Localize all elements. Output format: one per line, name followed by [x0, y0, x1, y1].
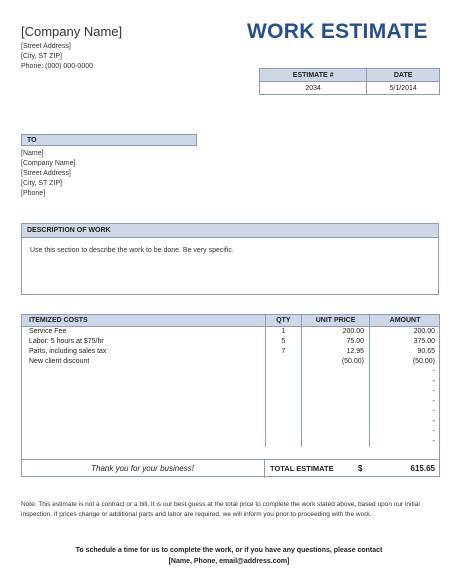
item-unit-price[interactable] — [302, 377, 370, 387]
table-row — [21, 357, 440, 367]
table-row — [21, 377, 440, 387]
item-amount[interactable]: (50.00) — [412, 358, 435, 365]
estimate-meta-table — [259, 68, 440, 95]
thanks-message: Thank you for your business! — [21, 460, 265, 478]
estimate-note: Note: This estimate is not a contract or a bill. It is our best guess at the total price to complete the work stated above, based upon our initial inspection. If prices change or additional parts and labor are required, we will inform you prior to proceeding with the work. — [21, 501, 420, 518]
item-qty[interactable] — [265, 437, 301, 447]
items-amount-header: AMOUNT — [370, 314, 440, 327]
contact-line-1: To schedule a time for us to complete the work, or if you have any questions, please contact — [75, 547, 383, 554]
table-row — [21, 417, 440, 427]
item-description[interactable] — [21, 437, 265, 447]
item-amount[interactable]: 375.00 — [413, 338, 435, 345]
totals-row — [21, 459, 440, 478]
item-amount[interactable]: - — [432, 428, 435, 435]
item-amount[interactable]: 200.00 — [413, 328, 435, 335]
item-qty[interactable] — [265, 367, 301, 377]
item-unit-price[interactable]: 12.95 — [302, 347, 370, 357]
table-row — [21, 387, 440, 397]
items-desc-header: ITEMIZED COSTS — [21, 314, 265, 327]
to-header: TO — [21, 134, 197, 146]
estimate-number-value[interactable]: 2034 — [260, 82, 367, 95]
description-header: DESCRIPTION OF WORK — [22, 224, 438, 238]
item-amount[interactable]: - — [432, 398, 435, 405]
table-row — [21, 367, 440, 377]
item-qty[interactable] — [265, 357, 301, 367]
item-description[interactable] — [21, 407, 265, 417]
item-qty[interactable] — [265, 417, 301, 427]
estimate-number-header: ESTIMATE # — [260, 69, 367, 82]
table-row — [21, 427, 440, 437]
item-amount[interactable]: - — [432, 378, 435, 385]
itemized-costs-table — [21, 314, 440, 447]
company-phone: Phone: (000) 000-0000 — [21, 63, 93, 70]
items-qty-header: QTY — [265, 314, 301, 327]
item-description[interactable] — [21, 417, 265, 427]
item-description[interactable]: Service Fee — [21, 327, 265, 338]
item-unit-price[interactable] — [302, 407, 370, 417]
item-qty[interactable] — [265, 377, 301, 387]
item-unit-price[interactable] — [302, 417, 370, 427]
table-row — [21, 347, 440, 357]
item-amount[interactable]: - — [432, 408, 435, 415]
total-currency: $ — [358, 464, 363, 473]
item-qty[interactable] — [265, 407, 301, 417]
company-name: [Company Name] — [21, 24, 123, 39]
date-value[interactable]: 5/1/2014 — [367, 82, 440, 95]
item-unit-price[interactable]: 75.00 — [302, 337, 370, 347]
item-qty[interactable]: 5 — [265, 337, 301, 347]
to-name[interactable]: [Name] — [21, 150, 44, 157]
contact-line-2: [Name, Phone, email@address.com] — [168, 558, 290, 565]
table-row — [21, 397, 440, 407]
item-qty[interactable] — [265, 427, 301, 437]
item-amount[interactable]: - — [432, 418, 435, 425]
company-street: [Street Address] — [21, 43, 71, 50]
item-unit-price[interactable] — [302, 437, 370, 447]
item-unit-price[interactable] — [302, 427, 370, 437]
item-unit-price[interactable] — [302, 397, 370, 407]
total-value: 615.65 — [410, 464, 435, 473]
item-amount[interactable]: - — [432, 388, 435, 395]
to-phone[interactable]: [Phone] — [21, 190, 46, 197]
item-unit-price[interactable]: (50.00) — [302, 357, 370, 367]
item-description[interactable]: New client discount — [21, 357, 265, 367]
item-amount[interactable]: 90.65 — [417, 348, 435, 355]
table-row — [21, 337, 440, 347]
item-unit-price[interactable] — [302, 387, 370, 397]
item-description[interactable]: Parts, including sales tax — [21, 347, 265, 357]
items-unit-header: UNIT PRICE — [302, 314, 370, 327]
item-amount[interactable]: - — [432, 368, 435, 375]
date-header: DATE — [367, 69, 440, 82]
item-qty[interactable] — [265, 397, 301, 407]
description-text[interactable]: Use this section to describe the work to be done. Be very specific. — [30, 247, 234, 254]
item-description[interactable] — [21, 427, 265, 437]
item-description[interactable] — [21, 367, 265, 377]
item-description[interactable] — [21, 377, 265, 387]
document-title: WORK ESTIMATE — [247, 20, 428, 43]
total-label: TOTAL ESTIMATE — [270, 464, 334, 473]
company-city: [City, ST ZIP] — [21, 53, 62, 60]
item-description[interactable] — [21, 397, 265, 407]
item-qty[interactable] — [265, 387, 301, 397]
table-row — [21, 327, 440, 338]
item-qty[interactable]: 1 — [265, 327, 301, 338]
description-box — [21, 223, 439, 295]
item-unit-price[interactable] — [302, 367, 370, 377]
item-qty[interactable]: 7 — [265, 347, 301, 357]
item-description[interactable] — [21, 387, 265, 397]
to-street[interactable]: [Street Address] — [21, 170, 71, 177]
to-city[interactable]: [City, ST ZIP] — [21, 180, 62, 187]
item-description[interactable]: Labor: 5 hours at $75/hr — [21, 337, 265, 347]
to-company[interactable]: [Company Name] — [21, 160, 76, 167]
item-unit-price[interactable]: 200.00 — [302, 327, 370, 338]
table-row — [21, 407, 440, 417]
table-row — [21, 437, 440, 447]
item-amount[interactable]: - — [432, 438, 435, 445]
